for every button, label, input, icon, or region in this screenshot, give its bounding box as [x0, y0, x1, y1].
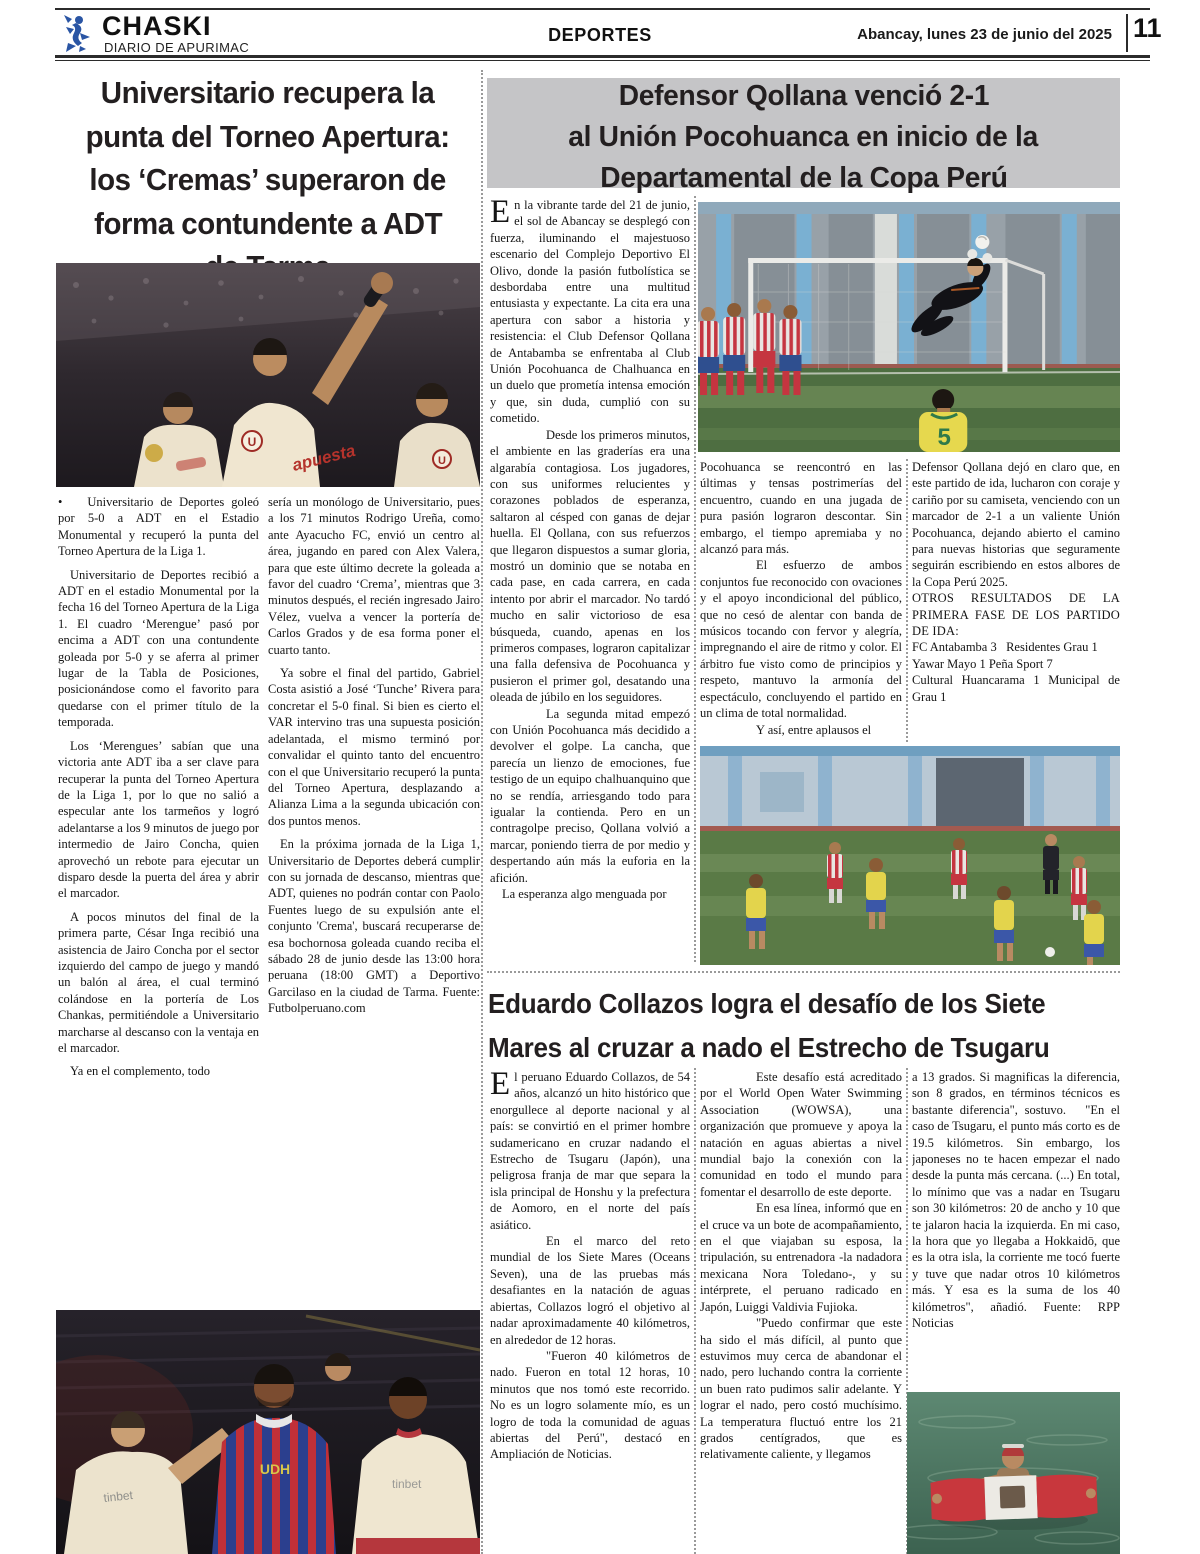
paragraph: Los ‘Merengues’ sabían que una victoria ante ADT iba a ser clave para recuperar la punta del Torneo Apertura de la Liga 1, por lo que no salió a especular ante los tarmeños y logró adelantarse a los 9 minutos de juego por intermedio de Jairo Concha, quien aprovechó un rebote para ejecutar un disparo desde la puerta del área y abrir el marcador.	[58, 738, 259, 901]
paragraph: En la vibrante tarde del 21 de junio, el sol de Abancay se desplegó con fuerza, iluminando el majestuoso escenario del Complejo Deportivo El Olivo, donde la pasión futbolística se desbordaba entre una multitud entusiasta y expectante. La cita era una apertura con sabor a historia y resistencia: el Club Defensor Qollana de Antabamba se enfrentaba al Club Unión Pocohuanca de Chalhuanca en un duelo que prometía intensa emoción y que, sin duda, cumplió con su cometido.	[490, 197, 690, 426]
right-article-headline	[487, 78, 1120, 194]
main-column-separator	[481, 70, 483, 1554]
paragraph: "Puedo confirmar que este ha sido el más difícil, al punto que estuvimos muy cerca de abandonar el nado, pero luchando contra la corriente un buen rato pudimos salir adelante. Y lograr el nado, pero costó muchísimo. La temperatura fluctuó entre los 21 grados centígrados, que es relativamente caliente, y llegamos	[700, 1316, 902, 1462]
right-article-column-3	[912, 459, 1120, 759]
jersey-number: 5	[937, 424, 951, 451]
paragraph: Cultural Huancarama 1 Municipal de Grau 1	[912, 673, 1120, 704]
paragraph: Defensor Qollana dejó en claro que, en este partido de ida, lucharon con coraje y cariño por su camiseta, venciendo con un marcador de 2-1 a un valiente Unión Pocohuanca, dejando abierto el camino para nuevas historias que seguramente seguirán escribiendo en estos albores de la Copa Perú 2025.	[912, 460, 1120, 589]
bottom-article-column-2	[700, 1069, 902, 1554]
headline-line: los ‘Cremas’ superaron de	[89, 162, 447, 197]
paragraph: Este desafío está acreditado por el World Open Water Swimming Association (WOWSA), una organización que promueve y apoya la natación en aguas abiertas a nivel mundial bajo la conexión con la comunidad en todo el mundo para fomentar el desarrollo de este deporte.	[700, 1070, 902, 1199]
right-article-gutter-separator-2	[906, 459, 908, 742]
photo-universitario-celebration	[56, 263, 480, 487]
page-number: 11	[1133, 13, 1162, 43]
right-article-gutter-separator	[694, 196, 696, 962]
right-article-column-2	[700, 459, 902, 742]
paragraph: OTROS RESULTADOS DE LA PRIMERA FASE DE LOS PARTIDO DE IDA:	[912, 591, 1120, 639]
photo-swimmer-peru-flag	[907, 1392, 1120, 1554]
bottom-article-top-separator	[487, 971, 1120, 973]
paragraph: El peruano Eduardo Collazos, de 54 años, alcanzó un hito histórico que enorgullece al deporte nacional y al país: se convirtió en el primer hombre sudamericano en cruzar nadando el Estrecho de Tsugaru (Japón), una peligrosa franja de mar que separa la isla principal de Honshu y la prefectura de Aomoro, en el norte del país asiático.	[490, 1069, 690, 1232]
photo-goalkeeper-save	[698, 202, 1120, 452]
paragraph: Y así, entre aplausos el	[756, 722, 872, 737]
headline-line: Eduardo Collazos logra el desafío de los Siete	[488, 988, 1046, 1019]
left-article-column-1	[58, 494, 259, 1300]
bottom-article-headline	[488, 984, 1121, 1072]
paragraph: En esa línea, informó que en el cruce va un bote de acompañamiento, en el que viajaban su esposa, la tripulación, su entrenadora -la nadadora mexicana Nora Toledano-, y su intérprete, el peruano radicado en Japón, Luiggi Valdivia Fujioka.	[700, 1201, 902, 1314]
jersey-crest-text: UDH	[259, 1461, 291, 1477]
jersey-sponsor-text: tinbet	[102, 1487, 134, 1505]
dateline: Abancay, lunes 23 de junio del 2025	[857, 26, 1112, 43]
headline-line: forma contundente a ADT	[94, 205, 442, 241]
headline-line: Defensor Qollana venció 2-1	[618, 80, 989, 112]
brand-title: CHASKI	[102, 11, 212, 41]
paragraph: El esfuerzo de ambos conjuntos fue reconocido con ovaciones y el apoyo incondicional del público, que no cesó de alentar con banda de músicos tocando con fervor y alegría, impregnando el aire de ritmo y color. El árbitro fue visto como de principios y respeto, mantuvo la armonía del espectáculo, concluyendo el partido en un clima de total normalidad.	[700, 558, 902, 721]
paragraph: A pocos minutos del final de la primera parte, César Inga recibió una asistencia de Jairo Concha por el sector izquierdo del campo de juego y mandó un balón al área, el cual terminó colándose en la portería de Los Chankas, permitiéndole a Universitario marcharse al descanso con la ventaja en el marcador.	[58, 909, 259, 1055]
section-title: DEPORTES	[548, 25, 652, 45]
paragraph: La segunda mitad empezó con Unión Pocohuanca más decidido a devolver el golpe. La cancha, que parecía un lienzo de emociones, fue testigo de un equipo chalhuanquino que no se rendía, arriesgando todo para igualar la contienda. Pero en un contragolpe preciso, Qollana volvió a marcar, poniendo tierra de por medio y despertando aún más la euforia en la afición.	[490, 706, 690, 885]
paragraph: Desde los primeros minutos, el ambiente en las graderías era una algarabía contagiosa. Los jugadores, con sus uniformes relucientes y corazones poblados de esperanza, saltaron al césped con ganas de dejar huella. El Qollana, con sus refuerzos que llegaron dispuestos a sumar gloria, mostró un dominio que se notaba en cada pase, en cada carrera, en cada intento por abrir el marcador. No tardó mucho en salir victorioso de esa búsqueda, cuando, apenas en los primeros compases, lograron capitalizar una falla defensiva de Pocohuanca y pusieron el primer gol, desatando una oleada de júbilo en los seguidores.	[490, 427, 690, 705]
headline-line: Universitario recupera la	[101, 75, 435, 110]
header-top-rule	[55, 8, 1150, 10]
photo-match-duel	[56, 1310, 480, 1554]
headline-line: punta del Torneo Apertura:	[86, 118, 450, 154]
crest-letter: U	[438, 455, 446, 467]
paragraph: Ya en el complemento, todo	[70, 1064, 211, 1079]
page-number-divider	[1126, 14, 1128, 52]
headline-line: al Unión Pocohuanca en inicio de la	[568, 121, 1039, 153]
paragraph: FC Antabamba 3 Residentes Grau 1	[912, 640, 1098, 655]
left-article-column-2	[268, 494, 480, 1300]
paragraph: En la próxima jornada de la Liga 1, Universitario de Deportes deberá cumplir con su jornada de descanso, mientras que ADT, quienes no podrán contar con Paolo Fuentes luego de su expulsión ante el conjunto 'Crema', buscará recuperarse de esa bochornosa goleada cuando reciba el sábado 28 de junio desde las 13:00 hora peruana (18:00 GMT) a Deportivo Garcilaso en la ciudad de Tarma. Fuente: Futbolperuano.com	[268, 837, 480, 1016]
paragraph: sería un monólogo de Universitario, pues a los 71 minutos Rodrigo Ureña, como ante Ayacucho FC, envió un centro al área, jugando en pared con Alex Valera, para que este último decrete la goleada a favor del cuadro ‘Crema’, mientras que 3 minutos después, el recién ingresado Jairo Vélez, vuelva a vencer la portería de Carlos Grados y de esa forma poner el cuarto tanto.	[268, 495, 480, 657]
jersey-sponsor-text: apuesta	[290, 440, 358, 475]
jersey-sponsor-text: tinbet	[392, 1477, 422, 1491]
paragraph: Pocohuanca se reencontró en las últimas y tensas postrimerías del encuentro, cuando en una jugada de pura pasión lograron descontar. Sin embargo, el tiempo apremiaba y no alcanzó para más.	[700, 460, 902, 557]
paragraph: a 13 grados. Si magnificas la diferencia, son 8 grados, en términos técnicos es bastante diferencia", sostuvo. "En el caso de Tsugaru, el punto más corto es de 19.5 kilómetros. Sin embargo, los japoneses no te hacen empezar el nado desde la punta más cercana. (...) En total, lo mínimo que vas a nadar en Tsugaru son 30 kilómetros: 20 de ancho y 10 que te jalaron hacia la izquierda. En mi caso, la hora que yo llegaba a Hokkaidō, que es la otra isla, la corriente me tocó fuerte y tuve que nadar otros 10 kilómetros más. Y esa es la suma de los 40 kilómetros", añadió. Fuente: RPP Noticias	[912, 1070, 1120, 1331]
paragraph: La esperanza algo menguada por	[502, 887, 667, 902]
headline-line: Departamental de la Copa Perú	[599, 162, 1008, 194]
bottom-article-gutter-separator	[694, 1068, 696, 1554]
crest-letter: U	[247, 435, 257, 449]
paragraph: • Universitario de Deportes goleó por 5-0 a ADT en el Estadio Monumental y recuperó la punta del Torneo Apertura de la Liga 1.	[58, 495, 259, 559]
brand-subtitle: DIARIO DE APURIMAC	[104, 40, 250, 55]
headline-line: Mares al cruzar a nado el Estrecho de Tsugaru	[488, 1032, 1050, 1063]
left-article-headline	[56, 74, 480, 292]
paragraph: Universitario de Deportes recibió a ADT en el estadio Monumental por la fecha 16 del Torneo Apertura de la Liga 1. El cuadro ‘Merengue’ pasó por encima a ADT con una contundente goleada por 5-0 y se aferra al primer lugar de la Tabla de Posiciones, posicionándose como el favorito para quedarse con el primer título de la temporada.	[58, 567, 259, 730]
paragraph: "Fueron 40 kilómetros de nado. Fueron en total 12 horas, 10 minutos que nos tomó este recorrido. No es un logro solamente mío, es un logro de toda la comunidad de aguas abiertas del Perú", destacó en Ampliación de Noticias.	[490, 1348, 690, 1462]
paragraph: Ya sobre el final del partido, Gabriel Costa asistió a José ‘Tunche’ Rivera para concretar el 5-0 final. Si bien es cierto el VAR intervino tras una supuesta posición adelantada, el mismo terminó por convalidar el quinto tanto del encuentro con el que Universitario recuperó la punta del Torneo Apertura, desplazando a Alianza Lima a la segunda ubicación con dos puntos menos.	[268, 666, 480, 828]
paragraph: En el marco del reto mundial de los Siete Mares (Oceans Seven), una de las pruebas más desafiantes en la natación de aguas abiertas, Collazos logró el objetivo al nadar aproximadamente 40 kilómetros, en alrededor de 12 horas.	[490, 1234, 690, 1347]
header-bottom-rule-thin	[55, 60, 1150, 61]
right-article-column-1	[490, 197, 690, 962]
bottom-article-column-3	[912, 1069, 1120, 1379]
header-bottom-rule-thick	[55, 55, 1150, 58]
paragraph: Yawar Mayo 1 Peña Sport 7	[912, 656, 1053, 671]
bottom-article-column-1	[490, 1069, 690, 1554]
photo-field-play	[700, 746, 1120, 965]
